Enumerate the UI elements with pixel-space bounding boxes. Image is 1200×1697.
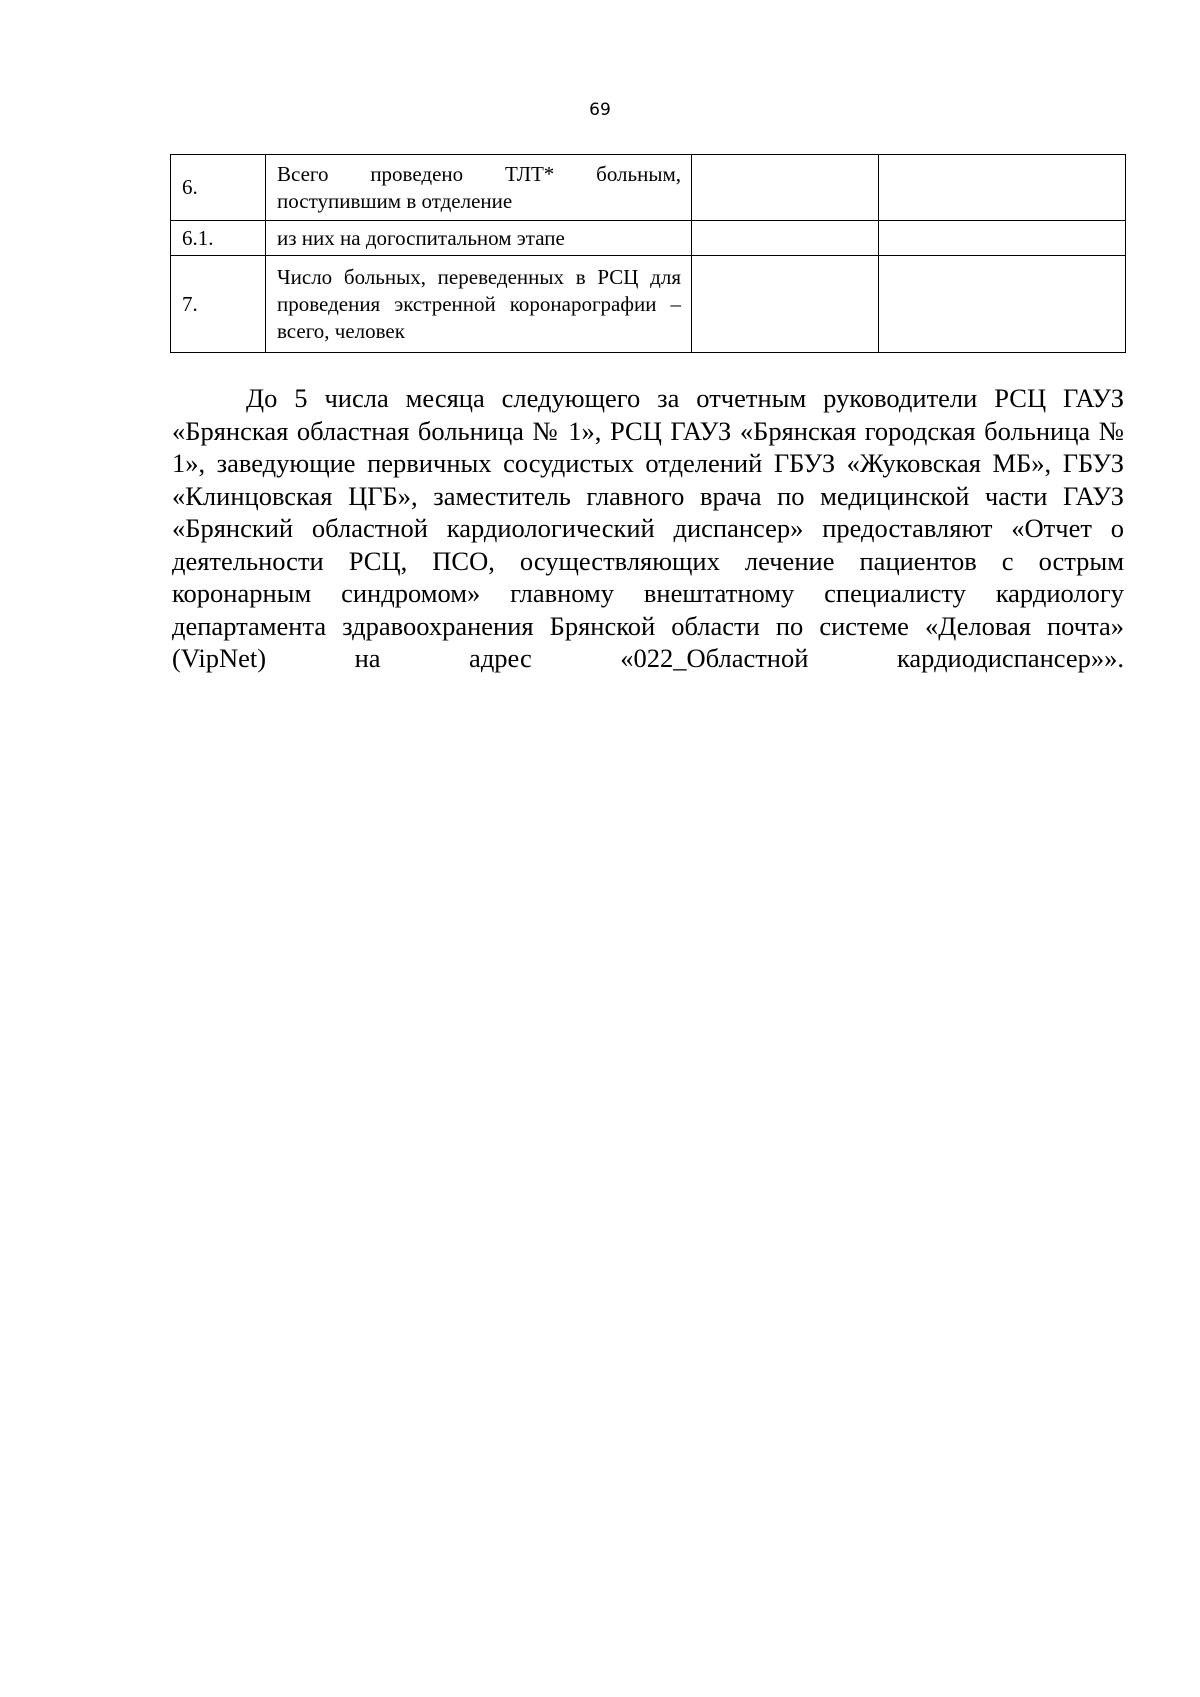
row-value-cell (692, 155, 879, 221)
row-value-cell (692, 256, 879, 353)
row-value-cell (692, 221, 879, 256)
row-number: 6.1. (171, 221, 266, 256)
page-number: 69 (589, 100, 611, 120)
table-row (171, 256, 1126, 353)
row-value-cell (879, 155, 1126, 221)
row-description: из них на догоспитальном этапе (266, 221, 692, 256)
row-description: Всего проведено ТЛТ* больным, поступившим в отделение (266, 155, 692, 221)
table-row (171, 221, 1126, 256)
row-value-cell (879, 256, 1126, 353)
table-row (171, 155, 1126, 221)
report-table (170, 154, 1126, 353)
row-value-cell (879, 221, 1126, 256)
body-paragraph: До 5 числа месяца следующего за отчетным руководители РСЦ ГАУЗ «Брянская областная больница № 1», РСЦ ГАУЗ «Брянская городская больница № 1», заведующие первичных сосудистых отделений ГБУЗ «Жуковская МБ», ГБУЗ «Клинцовская ЦГБ», заместитель главного врача по медицинской части ГАУЗ «Брянский областной кардиологический диспансер» предоставляют «Отчет о деятельности РСЦ, ПСО, осуществляющих лечение пациентов с острым коронарным синдромом» главному внештатному специалисту кардиологу департамента здравоохранения Брянской области по системе «Деловая почта» (VipNet) на адрес «022_Областной кардиодиспансер»». (172, 383, 1124, 673)
row-description: Число больных, переведенных в РСЦ для проведения экстренной коронарографии – всего, человек (266, 256, 692, 353)
row-number: 6. (171, 155, 266, 221)
row-number: 7. (171, 256, 266, 353)
